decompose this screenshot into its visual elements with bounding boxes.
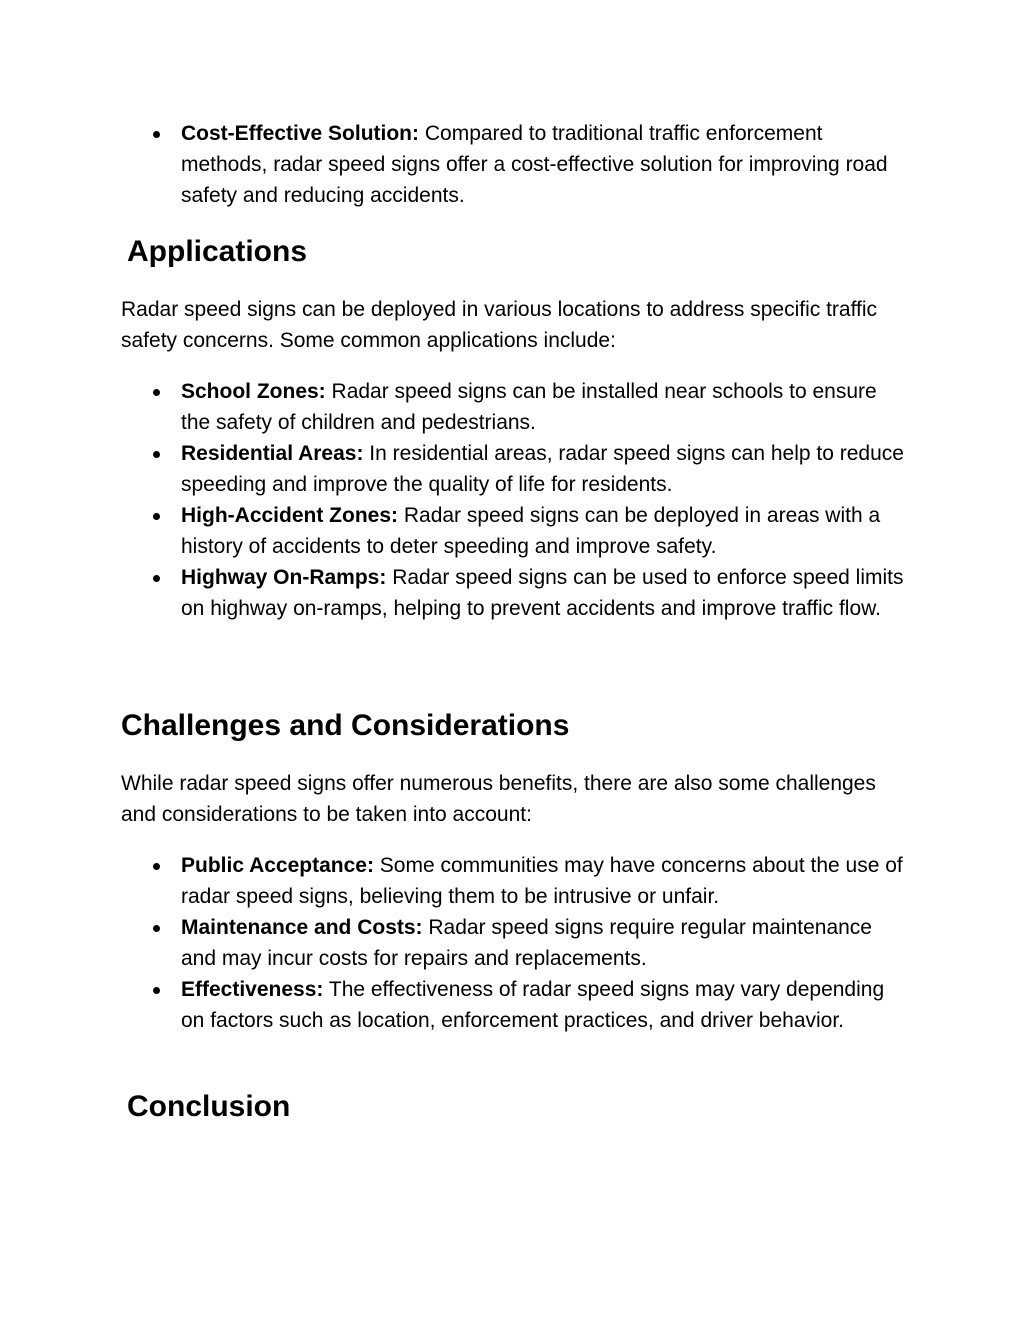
list-item-term: Cost-Effective Solution: <box>181 122 420 145</box>
list-item <box>121 912 911 974</box>
challenges-intro: While radar speed signs offer numerous benefits, there are also some challenges and considerations to be taken into account: <box>121 772 876 826</box>
bullet-icon <box>153 131 160 138</box>
challenges-intro-container <box>121 768 911 830</box>
bullet-icon <box>153 575 160 582</box>
list-item-text: Radar speed signs can be installed near schools to ensure the safety of children and pedestrians. <box>181 380 877 434</box>
top-bullet-list <box>121 118 911 211</box>
list-item-term: Residential Areas: <box>181 442 364 465</box>
applications-heading: Applications <box>127 235 308 268</box>
applications-intro-container <box>121 294 911 356</box>
challenges-list-container <box>121 850 911 1036</box>
list-item-text: Radar speed signs can be deployed in areas with a history of accidents to deter speeding and improve safety. <box>181 504 881 558</box>
list-item <box>121 850 911 912</box>
list-item-text: Radar speed signs can be used to enforce speed limits on highway on-ramps, helping to prevent accidents and improve traffic flow. <box>181 566 904 620</box>
list-item-term: Highway On-Ramps: <box>181 566 387 589</box>
challenges-list <box>121 850 911 1036</box>
list-item-term: High-Accident Zones: <box>181 504 399 527</box>
list-item-text: Radar speed signs require regular maintenance and may incur costs for repairs and replacements. <box>181 916 872 970</box>
bullet-icon <box>153 863 160 870</box>
list-item <box>121 376 911 438</box>
list-item <box>121 562 911 624</box>
list-item-term: Effectiveness: <box>181 978 324 1001</box>
challenges-heading-container <box>121 708 911 744</box>
list-item <box>121 974 911 1036</box>
list-item <box>121 500 911 562</box>
list-item-text: Some communities may have concerns about the use of radar speed signs, believing them to be intrusive or unfair. <box>181 854 903 908</box>
applications-list <box>121 376 911 624</box>
list-item-term: Maintenance and Costs: <box>181 916 423 939</box>
list-item-text: The effectiveness of radar speed signs may vary depending on factors such as location, enforcement practices, and driver behavior. <box>181 978 885 1032</box>
bullet-icon <box>153 389 160 396</box>
list-item-text: Compared to traditional traffic enforcement methods, radar speed signs offer a cost-effective solution for improving road safety and reducing accidents. <box>181 122 888 207</box>
top-bullet-list-container <box>121 118 911 211</box>
challenges-heading: Challenges and Considerations <box>121 709 570 742</box>
list-item-term: Public Acceptance: <box>181 854 374 877</box>
bullet-icon <box>153 925 160 932</box>
applications-intro: Radar speed signs can be deployed in various locations to address specific traffic safety concerns. Some common applications include: <box>121 298 878 352</box>
bullet-icon <box>153 987 160 994</box>
conclusion-heading: Conclusion <box>127 1090 291 1123</box>
bullet-icon <box>153 451 160 458</box>
bullet-icon <box>153 513 160 520</box>
list-item-text: In residential areas, radar speed signs can help to reduce speeding and improve the quality of life for residents. <box>181 442 904 496</box>
list-item-term: School Zones: <box>181 380 326 403</box>
applications-heading-container <box>127 234 917 270</box>
conclusion-heading-container <box>127 1089 917 1125</box>
applications-list-container <box>121 376 911 624</box>
list-item <box>121 118 911 211</box>
list-item <box>121 438 911 500</box>
